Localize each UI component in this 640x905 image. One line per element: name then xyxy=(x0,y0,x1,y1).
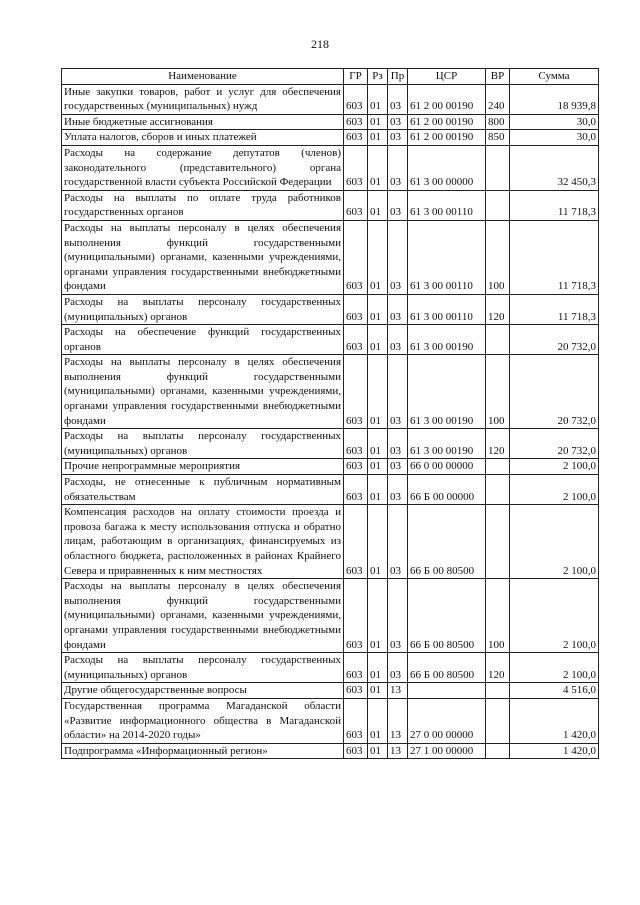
table-row xyxy=(62,130,599,146)
cell-name: Расходы на выплаты персоналу государственных (муниципальных) органов xyxy=(62,429,344,459)
cell-gr: 603 xyxy=(344,84,368,114)
cell-name: Другие общегосударственные вопросы xyxy=(62,683,344,699)
cell-vr xyxy=(486,475,510,505)
header-pr: Пр xyxy=(388,69,408,85)
cell-name: Расходы на выплаты персоналу в целях обеспечения выполнения функций государственными (муниципальными) органами, казенными учреждениями, органами управления государственными внебюджетными фондами xyxy=(62,355,344,429)
cell-name: Расходы на выплаты персоналу в целях обеспечения выполнения функций государственными (муниципальными) органами, казенными учреждениями, органами управления государственными внебюджетными фондами xyxy=(62,220,344,294)
cell-vr: 120 xyxy=(486,429,510,459)
cell-sum: 20 732,0 xyxy=(510,429,599,459)
cell-gr: 603 xyxy=(344,294,368,324)
table-row xyxy=(62,220,599,294)
cell-rz: 01 xyxy=(368,698,388,743)
cell-rz: 01 xyxy=(368,130,388,146)
cell-pr: 03 xyxy=(388,84,408,114)
header-gr: ГР xyxy=(344,69,368,85)
cell-csr: 66 Б 00 80500 xyxy=(408,579,486,653)
cell-pr: 03 xyxy=(388,294,408,324)
cell-csr: 61 3 00 00000 xyxy=(408,145,486,190)
cell-csr: 61 2 00 00190 xyxy=(408,114,486,130)
cell-pr: 13 xyxy=(388,683,408,699)
cell-name: Расходы на выплаты персоналу государственных (муниципальных) органов xyxy=(62,653,344,683)
cell-rz: 01 xyxy=(368,190,388,220)
cell-csr: 61 3 00 00190 xyxy=(408,325,486,355)
cell-sum: 2 100,0 xyxy=(510,459,599,475)
cell-csr: 61 2 00 00190 xyxy=(408,84,486,114)
table-row xyxy=(62,743,599,759)
cell-gr: 603 xyxy=(344,698,368,743)
cell-rz: 01 xyxy=(368,220,388,294)
cell-name: Расходы на выплаты по оплате труда работников государственных органов xyxy=(62,190,344,220)
cell-gr: 603 xyxy=(344,429,368,459)
cell-sum: 20 732,0 xyxy=(510,355,599,429)
cell-sum: 1 420,0 xyxy=(510,743,599,759)
table-header-row xyxy=(62,69,599,85)
cell-pr: 03 xyxy=(388,505,408,579)
cell-csr: 66 Б 00 80500 xyxy=(408,653,486,683)
cell-rz: 01 xyxy=(368,579,388,653)
cell-csr: 61 2 00 00190 xyxy=(408,130,486,146)
cell-rz: 01 xyxy=(368,505,388,579)
table-row xyxy=(62,429,599,459)
cell-csr: 66 0 00 00000 xyxy=(408,459,486,475)
cell-pr: 13 xyxy=(388,698,408,743)
table-row xyxy=(62,145,599,190)
table-row xyxy=(62,190,599,220)
cell-gr: 603 xyxy=(344,505,368,579)
cell-name: Расходы на содержание депутатов (членов) законодательного (представительного) органа государственной власти субъекта Российской Федерации xyxy=(62,145,344,190)
header-name: Наименование xyxy=(62,69,344,85)
cell-name: Прочие непрограммные мероприятия xyxy=(62,459,344,475)
cell-pr: 03 xyxy=(388,475,408,505)
cell-pr: 03 xyxy=(388,459,408,475)
table-row xyxy=(62,579,599,653)
cell-csr: 61 3 00 00110 xyxy=(408,294,486,324)
cell-pr: 03 xyxy=(388,429,408,459)
cell-vr xyxy=(486,325,510,355)
cell-vr xyxy=(486,145,510,190)
cell-rz: 01 xyxy=(368,653,388,683)
cell-pr: 03 xyxy=(388,114,408,130)
cell-csr: 61 3 00 00110 xyxy=(408,190,486,220)
cell-sum: 18 939,8 xyxy=(510,84,599,114)
table-row xyxy=(62,475,599,505)
cell-sum: 4 516,0 xyxy=(510,683,599,699)
cell-name: Расходы на выплаты персоналу в целях обеспечения выполнения функций государственными (муниципальными) органами, казенными учреждениями, органами управления государственными внебюджетными фондами xyxy=(62,579,344,653)
cell-gr: 603 xyxy=(344,325,368,355)
cell-sum: 11 718,3 xyxy=(510,190,599,220)
cell-vr xyxy=(486,698,510,743)
table-row xyxy=(62,325,599,355)
page-number: 218 xyxy=(311,37,329,51)
cell-vr: 100 xyxy=(486,355,510,429)
table-row xyxy=(62,459,599,475)
cell-name: Подпрограмма «Информационный регион» xyxy=(62,743,344,759)
cell-name: Уплата налогов, сборов и иных платежей xyxy=(62,130,344,146)
cell-pr: 03 xyxy=(388,220,408,294)
cell-vr: 100 xyxy=(486,220,510,294)
table-row xyxy=(62,653,599,683)
table-row xyxy=(62,294,599,324)
cell-gr: 603 xyxy=(344,475,368,505)
cell-gr: 603 xyxy=(344,190,368,220)
cell-name: Расходы на обеспечение функций государственных органов xyxy=(62,325,344,355)
cell-pr: 03 xyxy=(388,325,408,355)
cell-vr: 120 xyxy=(486,294,510,324)
cell-gr: 603 xyxy=(344,653,368,683)
budget-table xyxy=(61,68,599,759)
cell-rz: 01 xyxy=(368,114,388,130)
cell-sum: 11 718,3 xyxy=(510,220,599,294)
table-row xyxy=(62,84,599,114)
table-row xyxy=(62,683,599,699)
cell-rz: 01 xyxy=(368,294,388,324)
cell-gr: 603 xyxy=(344,114,368,130)
cell-sum: 2 100,0 xyxy=(510,475,599,505)
cell-name: Расходы на выплаты персоналу государственных (муниципальных) органов xyxy=(62,294,344,324)
cell-pr: 03 xyxy=(388,130,408,146)
cell-gr: 603 xyxy=(344,130,368,146)
cell-gr: 603 xyxy=(344,220,368,294)
cell-sum: 32 450,3 xyxy=(510,145,599,190)
cell-rz: 01 xyxy=(368,475,388,505)
cell-sum: 20 732,0 xyxy=(510,325,599,355)
cell-csr xyxy=(408,683,486,699)
cell-sum: 11 718,3 xyxy=(510,294,599,324)
header-rz: Рз xyxy=(368,69,388,85)
cell-rz: 01 xyxy=(368,145,388,190)
cell-sum: 30,0 xyxy=(510,114,599,130)
cell-vr xyxy=(486,459,510,475)
cell-name: Государственная программа Магаданской области «Развитие информационного общества в Магаданской области» на 2014-2020 годы» xyxy=(62,698,344,743)
header-sum: Сумма xyxy=(510,69,599,85)
cell-rz: 01 xyxy=(368,743,388,759)
cell-vr: 850 xyxy=(486,130,510,146)
cell-vr: 100 xyxy=(486,579,510,653)
cell-pr: 03 xyxy=(388,145,408,190)
cell-vr: 240 xyxy=(486,84,510,114)
cell-vr xyxy=(486,190,510,220)
cell-pr: 03 xyxy=(388,579,408,653)
cell-name: Компенсация расходов на оплату стоимости проезда и провоза багажа к месту использования отпуска и обратно лицам, работающим в организациях, финансируемых из областного бюджета, расположенных в районах Крайнего Севера и приравненных к ним местностях xyxy=(62,505,344,579)
cell-name: Иные бюджетные ассигнования xyxy=(62,114,344,130)
cell-vr: 120 xyxy=(486,653,510,683)
cell-sum: 2 100,0 xyxy=(510,579,599,653)
cell-gr: 603 xyxy=(344,145,368,190)
cell-csr: 61 3 00 00110 xyxy=(408,220,486,294)
cell-rz: 01 xyxy=(368,325,388,355)
cell-vr xyxy=(486,683,510,699)
cell-rz: 01 xyxy=(368,459,388,475)
cell-sum: 2 100,0 xyxy=(510,653,599,683)
cell-gr: 603 xyxy=(344,579,368,653)
cell-gr: 603 xyxy=(344,743,368,759)
cell-csr: 61 3 00 00190 xyxy=(408,429,486,459)
cell-name: Расходы, не отнесенные к публичным нормативным обязательствам xyxy=(62,475,344,505)
cell-gr: 603 xyxy=(344,355,368,429)
cell-pr: 13 xyxy=(388,743,408,759)
cell-csr: 27 0 00 00000 xyxy=(408,698,486,743)
cell-csr: 66 Б 00 00000 xyxy=(408,475,486,505)
cell-rz: 01 xyxy=(368,355,388,429)
table-row xyxy=(62,698,599,743)
cell-csr: 66 Б 00 80500 xyxy=(408,505,486,579)
cell-rz: 01 xyxy=(368,429,388,459)
header-vr: ВР xyxy=(486,69,510,85)
table-row xyxy=(62,355,599,429)
cell-name: Иные закупки товаров, работ и услуг для обеспечения государственных (муниципальных) нужд xyxy=(62,84,344,114)
header-csr: ЦСР xyxy=(408,69,486,85)
cell-sum: 30,0 xyxy=(510,130,599,146)
table-body xyxy=(62,84,599,759)
cell-pr: 03 xyxy=(388,190,408,220)
cell-pr: 03 xyxy=(388,355,408,429)
cell-csr: 27 1 00 00000 xyxy=(408,743,486,759)
table-row xyxy=(62,505,599,579)
cell-gr: 603 xyxy=(344,683,368,699)
cell-vr: 800 xyxy=(486,114,510,130)
cell-rz: 01 xyxy=(368,683,388,699)
cell-csr: 61 3 00 00190 xyxy=(408,355,486,429)
cell-vr xyxy=(486,743,510,759)
table-row xyxy=(62,114,599,130)
cell-vr xyxy=(486,505,510,579)
cell-gr: 603 xyxy=(344,459,368,475)
cell-sum: 2 100,0 xyxy=(510,505,599,579)
cell-rz: 01 xyxy=(368,84,388,114)
cell-pr: 03 xyxy=(388,653,408,683)
cell-sum: 1 420,0 xyxy=(510,698,599,743)
